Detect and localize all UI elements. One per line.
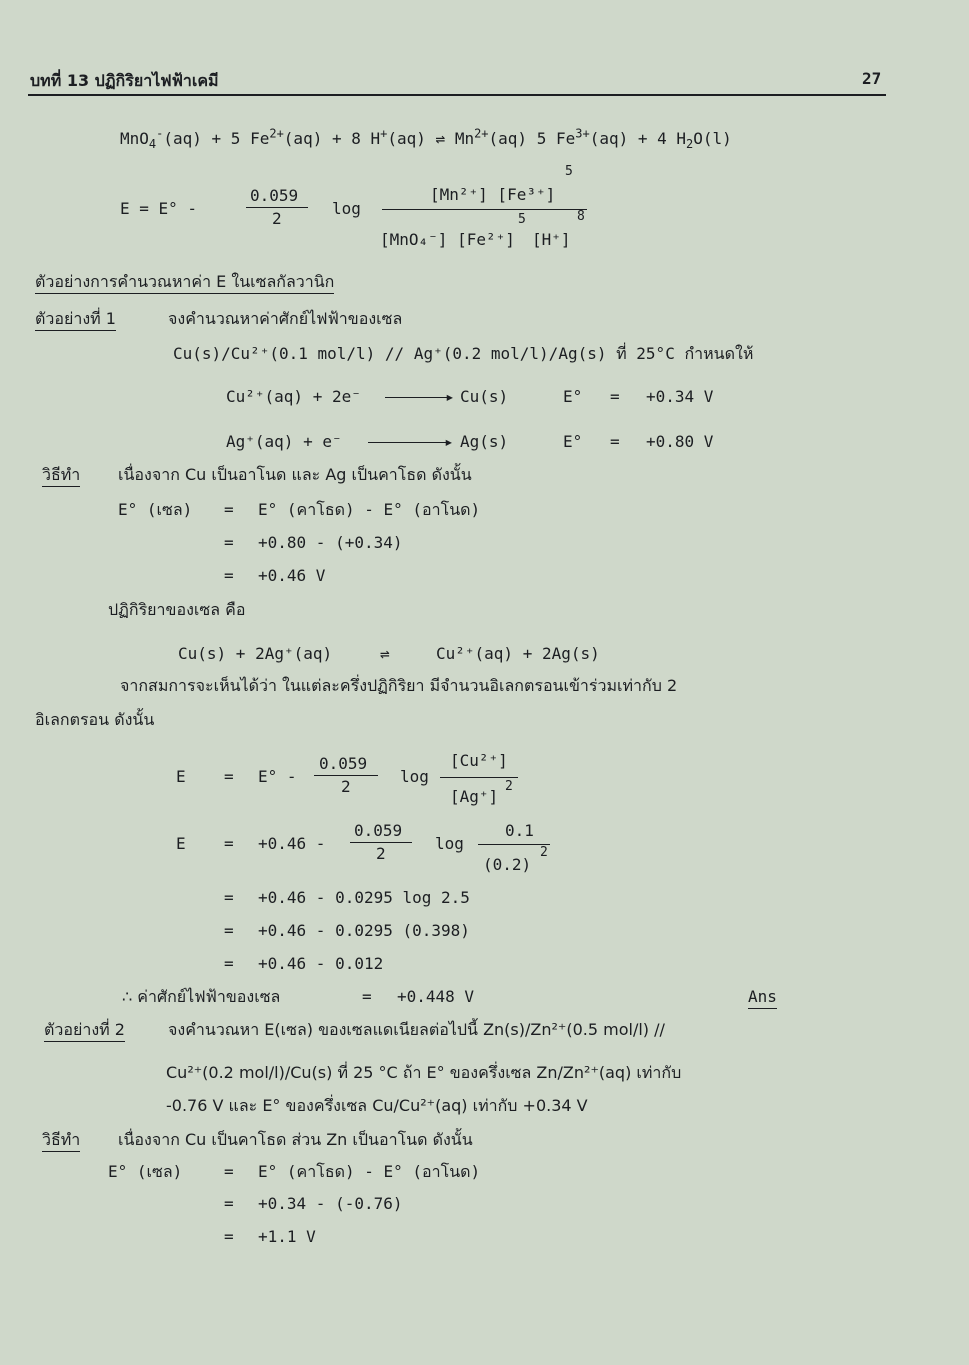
log-label: log	[332, 199, 361, 218]
section-title: ตัวอย่างการคำนวณหาค่า E ในเซลกัลวานิก	[35, 274, 334, 290]
nernst-denominator: [MnO₄⁻] [Fe²⁺]	[380, 230, 515, 249]
n2-coef-bar	[350, 842, 412, 843]
step2-eq: =	[224, 921, 234, 940]
example2-question-3: -0.76 V และ E° ของครึ่งเซล Cu/Cu²⁺(aq) เท่ากับ +0.34 V	[166, 1096, 588, 1115]
ecell2-eq1: =	[224, 1162, 234, 1181]
nernst-denominator-h: [H⁺]	[532, 230, 571, 249]
n1-coef-bar	[314, 775, 378, 776]
half1-e: E°	[563, 387, 583, 406]
half2-e: E°	[563, 432, 583, 451]
denominator-power-h: 8	[577, 209, 585, 224]
result-text: ∴ ค่าศักย์ไฟฟ้าของเซล	[122, 987, 281, 1006]
half2-right: Ag(s)	[460, 432, 509, 451]
equilibrium-arrow: ⇌	[435, 129, 446, 148]
denominator-power-fe: 5	[518, 212, 526, 227]
half1-eq: =	[610, 387, 620, 406]
half1-value: +0.34 V	[646, 387, 714, 406]
ecell2-eq3: =	[224, 1227, 234, 1246]
reaction-label: ปฏิกิริยาของเซล คือ	[108, 600, 246, 619]
half1-arrowhead: ▸	[445, 387, 455, 406]
example2-method-text: เนื่องจาก Cu เป็นคาโธด ส่วน Zn เป็นอาโนด ดังนั้น	[118, 1130, 473, 1149]
half2-eq: =	[610, 432, 620, 451]
result-value: +0.448 V	[397, 987, 475, 1006]
coef-fraction-bar	[246, 207, 308, 208]
n2-lhs: E	[176, 834, 186, 853]
ecell1-rhs1: E° (คาโธด) - E° (อาโนด)	[258, 500, 481, 519]
half2-arrowhead: ▸	[444, 432, 454, 451]
ecell1-rhs3: +0.46 V	[258, 566, 326, 585]
example1-label: ตัวอย่างที่ 1	[35, 311, 116, 327]
ans-label: Ans	[748, 989, 777, 1005]
nernst-lhs: E = E° -	[120, 199, 198, 218]
header-rule	[28, 94, 886, 96]
n2-den: (0.2)	[483, 855, 532, 874]
numerator-power: 5	[565, 164, 573, 179]
n2-den-pow: 2	[540, 845, 548, 860]
n1-den: [Ag⁺]	[450, 787, 499, 806]
ecell2-eq2: =	[224, 1194, 234, 1213]
step3: +0.46 - 0.012	[258, 954, 384, 973]
coef-numerator: 0.059	[250, 186, 299, 205]
ecell2-rhs2: +0.34 - (-0.76)	[258, 1194, 403, 1213]
n1-den-pow: 2	[505, 779, 513, 794]
example2-method-label: วิธีทำ	[42, 1132, 80, 1148]
permanganate-reaction: MnO$_4$-(aq) + 5 $Fe^{2+}(aq) + 8$ H+(aq) ⇌ $Mn^{2+}(aq)$ 5 $Fe^{3+}(aq) + 4$ $H_2O(l)$	[120, 126, 732, 152]
half1-right: Cu(s)	[460, 387, 509, 406]
n1-lhs: E	[176, 767, 186, 786]
n1-coef-num: 0.059	[319, 754, 368, 773]
n2-coef-num: 0.059	[354, 821, 403, 840]
half2-arrow	[368, 442, 450, 443]
step1: +0.46 - 0.0295 log 2.5	[258, 888, 470, 907]
ecell1-eq2: =	[224, 533, 234, 552]
ecell1-rhs2: +0.80 - (+0.34)	[258, 533, 403, 552]
ecell1-eq3: =	[224, 566, 234, 585]
example2-question-2: Cu²⁺(0.2 mol/l)/Cu(s) ที่ 25 °C ถ้า E° ของครึ่งเซล Zn/Zn²⁺(aq) เท่ากับ	[166, 1063, 682, 1082]
ecell2-rhs1: E° (คาโธด) - E° (อาโนด)	[258, 1162, 481, 1181]
half2-left: Ag⁺(aq) + e⁻	[226, 432, 342, 451]
example1-question: จงคำนวณหาค่าศักย์ไฟฟ้าของเซล	[168, 309, 403, 328]
half2-value: +0.80 V	[646, 432, 714, 451]
cell-reaction-left: Cu(s) + 2Ag⁺(aq)	[178, 644, 333, 663]
step3-eq: =	[224, 954, 234, 973]
half1-left: Cu²⁺(aq) + 2e⁻	[226, 387, 361, 406]
n2-rhs: +0.46 -	[258, 834, 326, 853]
example1-method-label: วิธีทำ	[42, 467, 80, 483]
example2-label: ตัวอย่างที่ 2	[44, 1022, 125, 1038]
n2-log: log	[435, 834, 464, 853]
n2-num: 0.1	[505, 821, 534, 840]
cell-reaction-right: Cu²⁺(aq) + 2Ag(s)	[436, 644, 600, 663]
n1-log: log	[400, 767, 429, 786]
coef-denominator: 2	[272, 209, 282, 228]
n2-eq: =	[224, 834, 234, 853]
ecell1-lhs: E° (เซล)	[118, 500, 193, 519]
half1-arrow	[385, 397, 451, 398]
n2-coef-den: 2	[376, 844, 386, 863]
cell-reaction-arrow: ⇌	[380, 644, 390, 663]
electron-text-1: จากสมการจะเห็นได้ว่า ในแต่ละครึ่งปฏิกิริยา มีจำนวนอิเลกตรอนเข้าร่วมเท่ากับ 2	[120, 676, 678, 695]
ecell1-eq1: =	[224, 500, 234, 519]
ecell2-lhs: E° (เซล)	[108, 1162, 183, 1181]
chapter-header: บทที่ 13 ปฏิกิริยาไฟฟ้าเคมี	[30, 71, 219, 90]
n1-coef-den: 2	[341, 777, 351, 796]
step2: +0.46 - 0.0295 (0.398)	[258, 921, 470, 940]
example1-method-text: เนื่องจาก Cu เป็นอาโนด และ Ag เป็นคาโธด ดังนั้น	[118, 465, 472, 484]
nernst-fraction-bar	[382, 209, 587, 210]
n1-eq: =	[224, 767, 234, 786]
result-eq: =	[362, 987, 372, 1006]
n1-rhs: E° -	[258, 767, 297, 786]
example2-question-1: จงคำนวณหา E(เซล) ของเซลแดเนียลต่อไปนี้ Zn(s)/Zn²⁺(0.5 mol/l) //	[168, 1020, 665, 1039]
ecell2-rhs3: +1.1 V	[258, 1227, 316, 1246]
electron-text-2: อิเลกตรอน ดังนั้น	[35, 710, 155, 729]
nernst-numerator: [Mn²⁺] [Fe³⁺]	[430, 185, 556, 204]
page-number: 27	[862, 69, 882, 88]
n1-fraction-bar	[440, 777, 518, 778]
n1-num: [Cu²⁺]	[450, 751, 508, 770]
example1-cell: Cu(s)/Cu²⁺(0.1 mol/l) // Ag⁺(0.2 mol/l)/Ag(s) ที่ 25°C กำหนดให้	[173, 344, 754, 363]
step1-eq: =	[224, 888, 234, 907]
